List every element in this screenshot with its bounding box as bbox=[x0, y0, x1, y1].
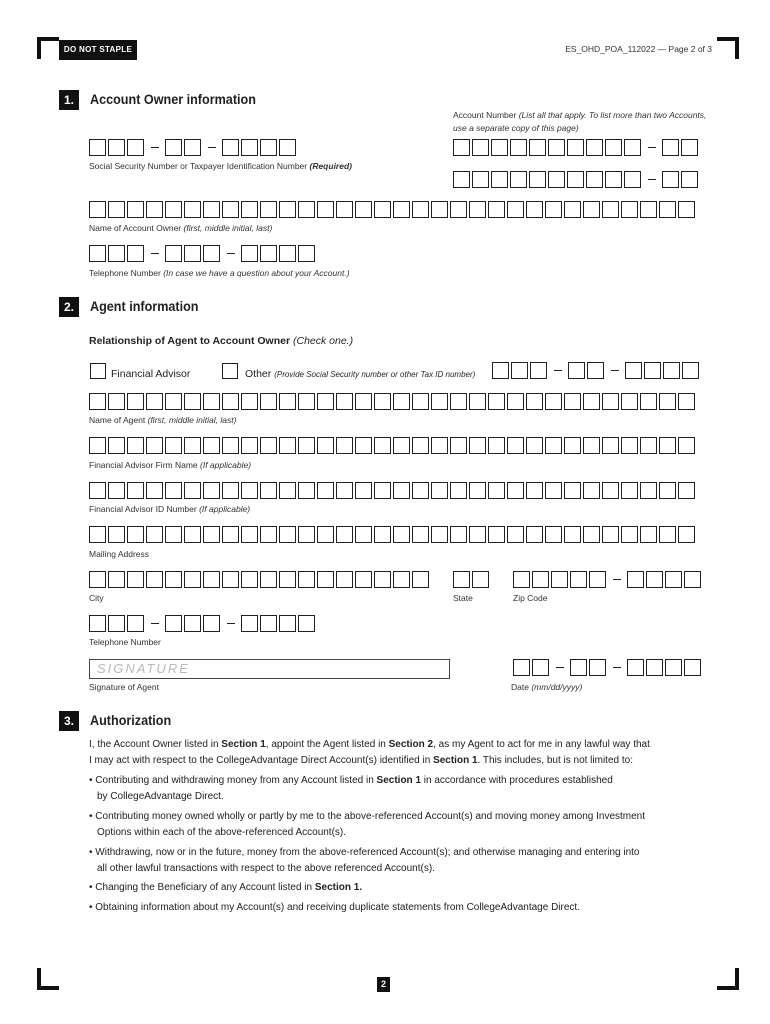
financial-advisor-checkbox[interactable] bbox=[90, 363, 106, 379]
owner-phone-label: Telephone Number (In case we have a question about your Account.) bbox=[89, 268, 350, 278]
page-number: 2 bbox=[377, 977, 390, 992]
authorization-bullet-5: • Obtaining information about my Account(s) and receiving duplicate statements from CollegeAdvantage Direct. bbox=[89, 902, 580, 913]
city-field[interactable] bbox=[89, 571, 431, 588]
owner-ssn-label: Social Security Number or Taxpayer Identification Number (Required) bbox=[89, 161, 352, 171]
form-reference: ES_OHD_POA_112022 — Page 2 of 3 bbox=[565, 44, 712, 54]
mailing-address-field[interactable] bbox=[89, 526, 697, 543]
account-number-label: Account Number (List all that apply. To list more than two Accounts, bbox=[453, 110, 707, 120]
authorization-bullet-3: • Withdrawing, now or in the future, money from the above-referenced Account(s); and otherwise managing and entering into all other lawful transactions with respect to the above referenced Account(s). bbox=[89, 847, 640, 874]
crop-mark-bottom-right bbox=[717, 968, 739, 990]
state-label: State bbox=[453, 593, 473, 603]
authorization-bullet-1: • Contributing and withdrawing money from any Account listed in Section 1 in accordance with procedures established by CollegeAdvantage Direct. bbox=[89, 775, 613, 802]
other-label: Other (Provide Social Security number or other Tax ID number) bbox=[245, 368, 476, 380]
agent-signature-field[interactable]: SIGNATURE bbox=[89, 659, 450, 679]
section-1-number: 1. bbox=[59, 90, 79, 110]
agent-signature-label: Signature of Agent bbox=[89, 682, 159, 692]
owner-name-field[interactable] bbox=[89, 201, 697, 218]
section-3-number: 3. bbox=[59, 711, 79, 731]
agent-name-label: Name of Agent (first, middle initial, last) bbox=[89, 415, 237, 425]
advisor-id-field[interactable] bbox=[89, 482, 697, 499]
firm-name-label: Financial Advisor Firm Name (If applicable) bbox=[89, 460, 252, 470]
account-number-field-1[interactable] bbox=[453, 139, 700, 156]
relationship-label: Relationship of Agent to Account Owner (Check one.) bbox=[89, 335, 354, 347]
do-not-staple-badge: DO NOT STAPLE bbox=[59, 40, 137, 60]
firm-name-field[interactable] bbox=[89, 437, 697, 454]
authorization-intro: I, the Account Owner listed in Section 1, appoint the Agent listed in Section 2, as my Agent to act for me in any lawful way that I may act with respect to the CollegeAdvantage Direct Account(s) identified in Section 1. This includes, but is not limited to: bbox=[89, 739, 650, 766]
city-label: City bbox=[89, 593, 104, 603]
section-1-title: Account Owner information bbox=[90, 91, 256, 107]
crop-mark-top-left bbox=[37, 37, 59, 59]
owner-name-label: Name of Account Owner (first, middle initial, last) bbox=[89, 223, 273, 233]
financial-advisor-label: Financial Advisor bbox=[111, 368, 191, 380]
account-number-field-2[interactable] bbox=[453, 171, 700, 188]
owner-phone-field[interactable] bbox=[89, 245, 317, 262]
zip-code-label: Zip Code bbox=[513, 593, 548, 603]
crop-mark-bottom-left bbox=[37, 968, 59, 990]
agent-phone-field[interactable] bbox=[89, 615, 317, 632]
signature-date-field[interactable] bbox=[513, 659, 703, 676]
owner-ssn-field[interactable] bbox=[89, 139, 298, 156]
advisor-id-label: Financial Advisor ID Number (If applicable) bbox=[89, 504, 251, 514]
signature-date-label: Date (mm/dd/yyyy) bbox=[511, 682, 583, 692]
section-3-title: Authorization bbox=[90, 712, 172, 728]
account-number-note: use a separate copy of this page) bbox=[453, 123, 579, 133]
section-2-title: Agent information bbox=[90, 298, 199, 314]
agent-name-field[interactable] bbox=[89, 393, 697, 410]
mailing-address-label: Mailing Address bbox=[89, 549, 150, 559]
crop-mark-top-right bbox=[717, 37, 739, 59]
agent-tax-id-field[interactable] bbox=[492, 362, 701, 379]
section-2-number: 2. bbox=[59, 297, 79, 317]
zip-code-field[interactable] bbox=[513, 571, 703, 588]
agent-phone-label: Telephone Number bbox=[89, 637, 161, 647]
other-checkbox[interactable] bbox=[222, 363, 238, 379]
authorization-bullet-2: • Contributing money owned wholly or partly by me to the above-referenced Account(s) and moving money among Investment Options within each of the above-referenced Account(s). bbox=[89, 811, 646, 838]
state-field[interactable] bbox=[453, 571, 491, 588]
authorization-bullet-4: • Changing the Beneficiary of any Account listed in Section 1. bbox=[89, 882, 363, 893]
